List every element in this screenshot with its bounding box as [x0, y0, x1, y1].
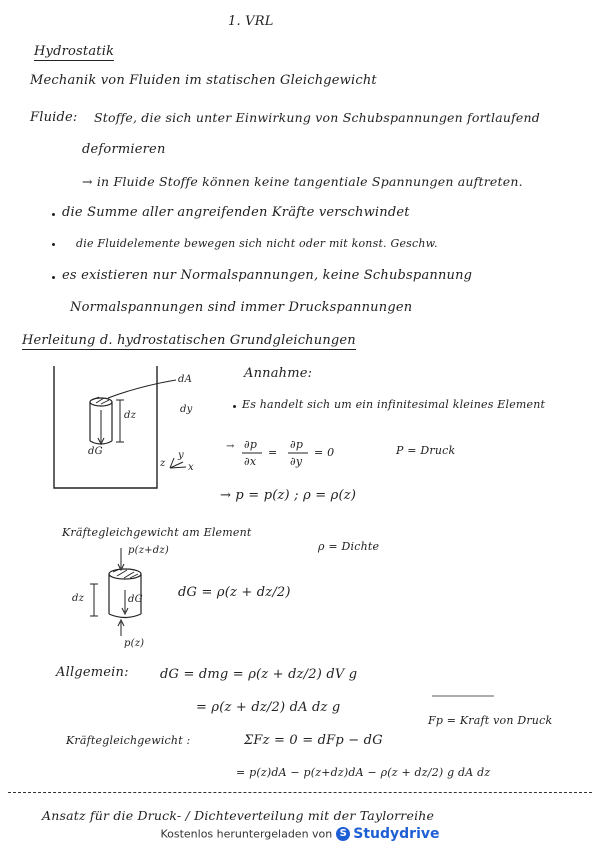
- dashed-separator: [8, 792, 592, 793]
- definition-line: Mechanik von Fluiden im statischen Gleichgewicht: [30, 73, 377, 88]
- partial-lhs-numerator: ∂p: [244, 438, 258, 451]
- label-dA-leader: dA: [178, 374, 193, 385]
- annahme-label: Annahme:: [244, 366, 313, 381]
- fp-note: Fp = Kraft von Druck: [428, 714, 553, 727]
- bullet-text-3: es existieren nur Normalspannungen, keine Schubspannung: [62, 268, 473, 283]
- bullet-text-1: die Summe aller angreifenden Kräfte verschwindet: [62, 205, 410, 220]
- p-note: P = Druck: [396, 444, 456, 457]
- section-title-herleitung: Herleitung d. hydrostatischen Grundgleichungen: [22, 333, 356, 348]
- axis-y-label: y: [178, 450, 184, 461]
- studydrive-logo-icon: S: [336, 827, 350, 841]
- partial-result: = 0: [314, 446, 335, 459]
- label-dG: dG: [88, 446, 103, 457]
- download-credit: [0, 826, 600, 842]
- arrow-glyph: →: [226, 441, 235, 452]
- allgemein-equation-2: = ρ(z + dz/2) dA dz g: [196, 700, 341, 715]
- label-p-top: p(z+dz): [128, 545, 169, 556]
- lecture-number: 1. VRL: [228, 14, 274, 29]
- bullet-dot: [233, 405, 236, 408]
- equals-sign: =: [268, 446, 278, 459]
- dG-formula: dG = ρ(z + dz/2): [178, 585, 291, 600]
- partial-rhs-numerator: ∂p: [290, 438, 304, 451]
- allgemein-label: Allgemein:: [56, 665, 129, 680]
- credit-text: Kostenlos heruntergeladen von: [160, 827, 333, 841]
- bullet-text-2: die Fluidelemente bewegen sich nicht oder mit konst. Geschw.: [76, 237, 438, 250]
- label-dy: dy: [180, 404, 193, 415]
- axis-x-label: x: [188, 462, 194, 473]
- implication-pz: → p = p(z) ; ρ = ρ(z): [220, 488, 357, 503]
- label-side-dz: dz: [72, 593, 85, 604]
- taylor-note: Ansatz für die Druck- / Dichteverteilung mit der Taylorreihe: [42, 808, 435, 823]
- section-title-hydrostatik: Hydrostatik: [34, 44, 115, 59]
- label-center-dG: dG: [128, 594, 143, 605]
- equilibrium-title: Kräftegleichgewicht am Element: [62, 526, 252, 539]
- studydrive-brand[interactable]: Studydrive: [353, 826, 440, 842]
- equilibrium-equation-1: ΣFz = 0 = dFp − dG: [244, 733, 383, 748]
- fluid-definition-1: Stoffe, die sich unter Einwirkung von Schubspannungen fortlaufend: [94, 110, 540, 125]
- allgemein-equation-1: dG = dmg = ρ(z + dz/2) dV g: [160, 667, 358, 682]
- equilibrium-label: Kräftegleichgewicht :: [66, 734, 191, 747]
- implication-line: → in Fluide Stoffe können keine tangentiale Spannungen auftreten.: [82, 174, 523, 189]
- annahme-text: Es handelt sich um ein infinitesimal kleines Element: [242, 398, 546, 411]
- equilibrium-equation-2: = p(z)dA − p(z+dz)dA − ρ(z + dz/2) g dA dz: [236, 766, 491, 779]
- partial-lhs-denominator: ∂x: [244, 455, 257, 468]
- rho-note: ρ = Dichte: [318, 540, 380, 553]
- label-p-bottom: p(z): [124, 638, 145, 649]
- normal-stress-note: Normalspannungen sind immer Druckspannungen: [70, 300, 413, 315]
- label-dz: dz: [124, 410, 137, 421]
- partial-rhs-denominator: ∂y: [290, 455, 303, 468]
- fluid-definition-2: deformieren: [82, 142, 166, 157]
- axis-z-label: z: [160, 458, 166, 469]
- fluid-label: Fluide:: [30, 110, 78, 125]
